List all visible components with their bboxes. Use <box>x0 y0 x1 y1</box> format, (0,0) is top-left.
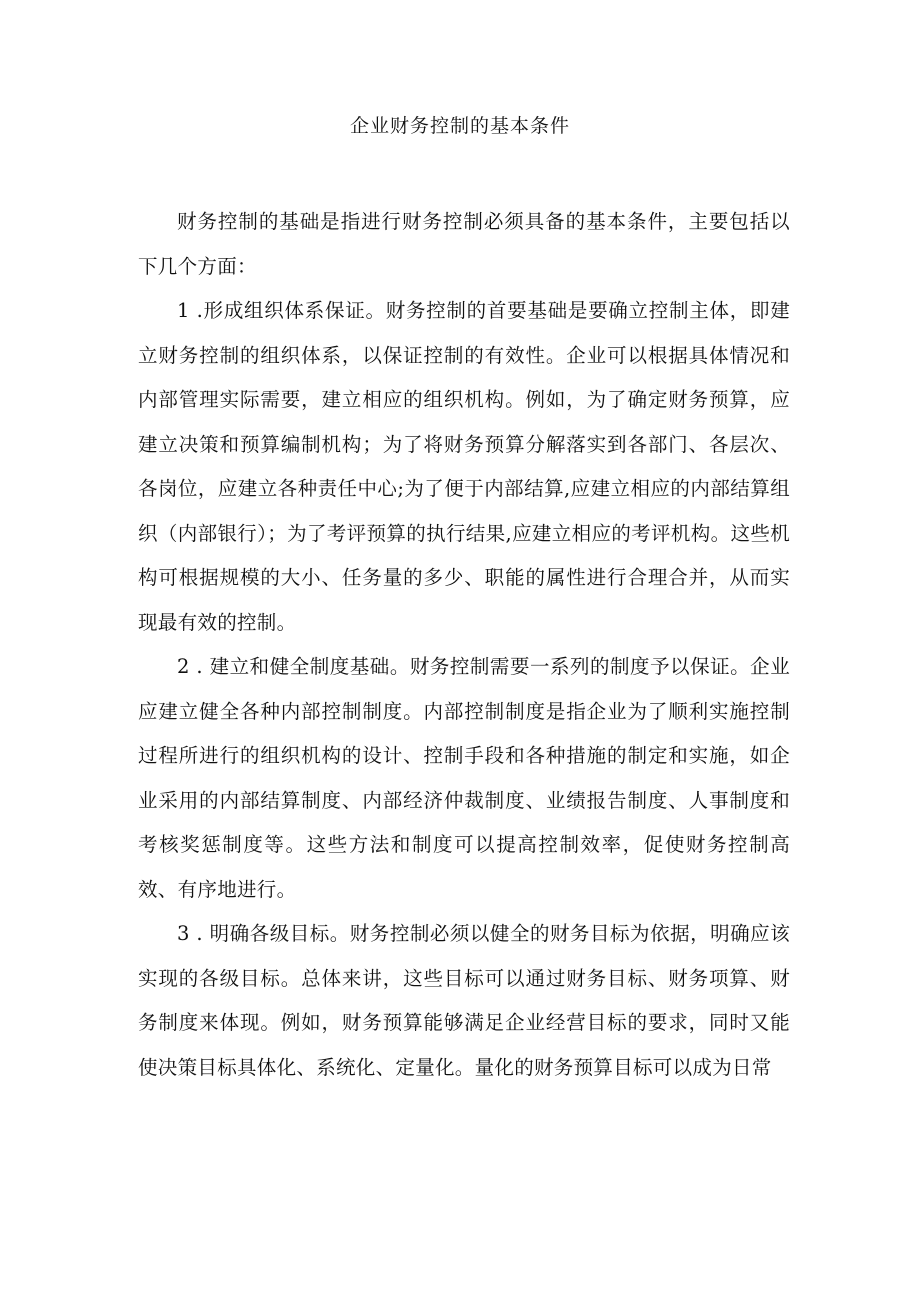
document-title: 企业财务控制的基本条件 <box>349 115 570 137</box>
section-3-paragraph: 3 . 明确各级目标。财务控制必须以健全的财务目标为依据，明确应该实现的各级目标。总体来讲，这些目标可以通过财务目标、财务项算、财务制度来体现。例如，财务预算能够满足企业经营目标的要求，同时又能使决策目标具体化、系统化、定量化。量化的财务预算目标可以成为日常 <box>138 922 790 1079</box>
intro-paragraph: 财务控制的基础是指进行财务控制必须具备的基本条件，主要包括以下几个方面： <box>138 210 790 278</box>
section-1-paragraph: 1 .形成组织体系保证。财务控制的首要基础是要确立控制主体，即建立财务控制的组织体系，以保证控制的有效性。企业可以根据具体情况和内部管理实际需要，建立相应的组织机构。例如，为了确定财务预算，应建立决策和预算编制机构；为了将财务预算分解落实到各部门、各层次、各岗位，应建立各种责任中心;为了便于内部结算,应建立相应的内部结算组织（内部银行）；为了考评预算的执行结果,应建立相应的考评机构。这些机构可根据规模的大小、任务量的多少、职能的属性进行合理合并，从而实现最有效的控制。 <box>138 299 790 634</box>
document-body <box>138 200 790 1090</box>
section-2-paragraph: 2 . 建立和健全制度基础。财务控制需要一系列的制度予以保证。企业应建立健全各种内部控制制度。内部控制制度是指企业为了顺利实施控制过程所进行的组织机构的设计、控制手段和各种措施的制定和实施，如企业采用的内部结算制度、内部经济仲裁制度、业绩报告制度、人事制度和考核奖惩制度等。这些方法和制度可以提高控制效率，促使财务控制高效、有序地进行。 <box>138 655 790 901</box>
